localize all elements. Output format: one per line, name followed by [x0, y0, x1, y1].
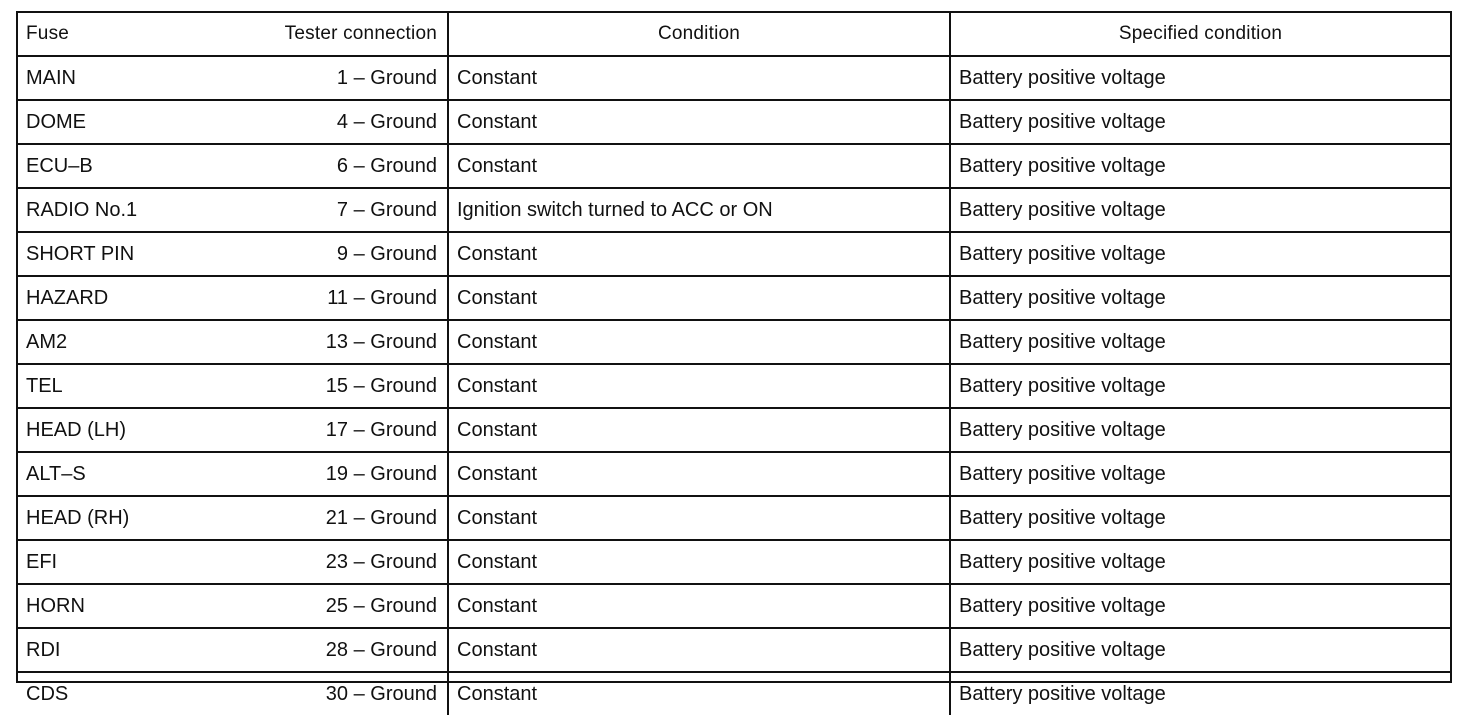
table-row [18, 496, 1450, 540]
tester-connection: 23 – Ground [325, 550, 437, 573]
tester-connection: 7 – Ground [336, 198, 437, 221]
specified-condition-cell: Battery positive voltage [950, 320, 1450, 364]
tester-connection: 19 – Ground [325, 462, 437, 485]
table-row [18, 540, 1450, 584]
table-row [18, 364, 1450, 408]
condition-cell: Constant [448, 452, 950, 496]
fuse-tester-cell [18, 320, 448, 364]
table-row [18, 100, 1450, 144]
specified-condition-cell: Battery positive voltage [950, 584, 1450, 628]
fuse-name: EFI [26, 550, 58, 573]
fuse-name: HEAD (LH) [26, 418, 127, 441]
fuse-name: ALT–S [26, 462, 86, 485]
fuse-tester-cell [18, 144, 448, 188]
fuse-name: HORN [26, 594, 85, 617]
tester-connection: 28 – Ground [325, 638, 437, 661]
table-header-row [18, 13, 1450, 56]
condition-cell: Constant [448, 56, 950, 100]
fuse-tester-cell [18, 496, 448, 540]
table-body [18, 56, 1450, 715]
fuse-name: AM2 [26, 330, 68, 353]
condition-cell: Constant [448, 144, 950, 188]
tester-connection: 11 – Ground [327, 286, 437, 309]
fuse-tester-cell [18, 672, 448, 715]
table-row [18, 452, 1450, 496]
fuse-tester-cell [18, 56, 448, 100]
condition-cell: Ignition switch turned to ACC or ON [448, 188, 950, 232]
fuse-name: TEL [26, 374, 63, 397]
specified-condition-cell: Battery positive voltage [950, 56, 1450, 100]
tester-connection: 15 – Ground [325, 374, 437, 397]
table-row [18, 276, 1450, 320]
specified-condition-cell: Battery positive voltage [950, 188, 1450, 232]
fuse-tester-cell [18, 628, 448, 672]
fuse-name: RDI [26, 638, 61, 661]
header-specified-condition: Specified condition [950, 13, 1450, 56]
condition-cell: Constant [448, 364, 950, 408]
condition-cell: Constant [448, 100, 950, 144]
condition-cell: Constant [448, 232, 950, 276]
tester-connection: 6 – Ground [336, 154, 437, 177]
specified-condition-cell: Battery positive voltage [950, 628, 1450, 672]
specified-condition-cell: Battery positive voltage [950, 540, 1450, 584]
fuse-tester-cell [18, 188, 448, 232]
fuse-tester-cell [18, 232, 448, 276]
table-row [18, 188, 1450, 232]
fuse-name: SHORT PIN [26, 242, 135, 265]
table-row [18, 144, 1450, 188]
specified-condition-cell: Battery positive voltage [950, 672, 1450, 715]
fuse-name: CDS [26, 682, 69, 705]
table-row [18, 584, 1450, 628]
condition-cell: Constant [448, 672, 950, 715]
fuse-tester-cell [18, 276, 448, 320]
fuse-tester-cell [18, 408, 448, 452]
specified-condition-cell: Battery positive voltage [950, 276, 1450, 320]
tester-connection: 13 – Ground [325, 330, 437, 353]
fuse-tester-cell [18, 540, 448, 584]
fuse-name: DOME [26, 110, 86, 133]
fuse-tester-cell [18, 100, 448, 144]
specified-condition-cell: Battery positive voltage [950, 144, 1450, 188]
table-row [18, 408, 1450, 452]
fuse-name: HAZARD [26, 286, 109, 309]
fuse-name: ECU–B [26, 154, 93, 177]
condition-cell: Constant [448, 496, 950, 540]
specified-condition-cell: Battery positive voltage [950, 496, 1450, 540]
condition-cell: Constant [448, 408, 950, 452]
header-fuse: Fuse [26, 23, 70, 44]
condition-cell: Constant [448, 276, 950, 320]
specified-condition-cell: Battery positive voltage [950, 452, 1450, 496]
tester-connection: 21 – Ground [325, 506, 437, 529]
table-row [18, 672, 1450, 715]
condition-cell: Constant [448, 320, 950, 364]
table-row [18, 320, 1450, 364]
fuse-tester-cell [18, 452, 448, 496]
tester-connection: 4 – Ground [336, 110, 437, 133]
specified-condition-cell: Battery positive voltage [950, 408, 1450, 452]
fuse-tester-cell [18, 584, 448, 628]
specified-condition-cell: Battery positive voltage [950, 232, 1450, 276]
table-row [18, 628, 1450, 672]
fuse-inspection-table-frame [16, 11, 1452, 705]
condition-cell: Constant [448, 584, 950, 628]
tester-connection: 1 – Ground [336, 66, 437, 89]
tester-connection: 25 – Ground [325, 594, 437, 617]
condition-cell: Constant [448, 628, 950, 672]
specified-condition-cell: Battery positive voltage [950, 100, 1450, 144]
header-fuse-tester-cell [18, 13, 448, 56]
table-row [18, 56, 1450, 100]
tester-connection: 17 – Ground [325, 418, 437, 441]
fuse-tester-cell [18, 364, 448, 408]
header-tester-connection: Tester connection [284, 23, 437, 44]
fuse-name: RADIO No.1 [26, 198, 138, 221]
specified-condition-cell: Battery positive voltage [950, 364, 1450, 408]
tester-connection: 9 – Ground [336, 242, 437, 265]
table-row [18, 232, 1450, 276]
tester-connection: 30 – Ground [325, 682, 437, 705]
fuse-inspection-table [18, 13, 1450, 715]
header-condition: Condition [448, 13, 950, 56]
fuse-name: MAIN [26, 66, 76, 89]
condition-cell: Constant [448, 540, 950, 584]
fuse-name: HEAD (RH) [26, 506, 130, 529]
